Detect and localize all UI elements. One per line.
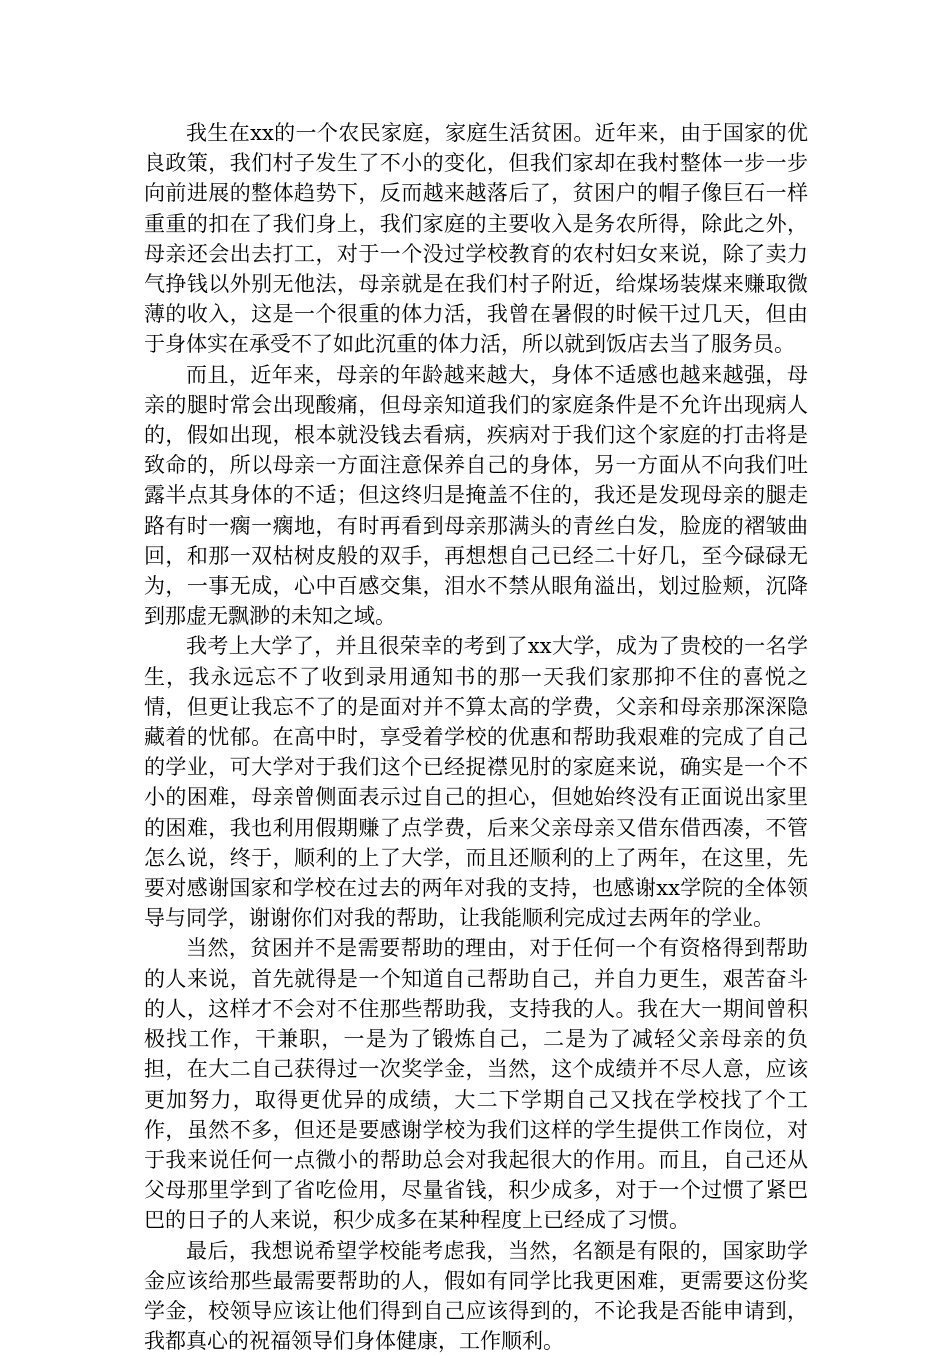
paragraph-mother-health: 而且，近年来，母亲的年龄越来越大，身体不适感也越来越强，母亲的腿时常会出现酸痛，但母亲知道我们的家庭条件是不允许出现病人的，假如出现，根本就没钱去看病，疾病对于我们这个家庭的打击将是致命的，所以母亲一方面注意保养自己的身体，另一方面从不向我们吐露半点其身体的不适；但这终归是掩盖不住的，我还是发现母亲的腿走路有时一瘸一瘸地，有时再看到母亲那满头的青丝白发，脸庞的褶皱曲回，和那一双枯树皮般的双手，再想想自己已经二十好几，至今碌碌无为，一事无成，心中百感交集，泪水不禁从眼角溢出，划过脸颊，沉降到那虚无飘渺的未知之域。 bbox=[144, 362, 808, 629]
paragraph-closing: 最后，我想说希望学校能考虑我，当然，名额是有限的，国家助学金应该给那些最需要帮助的人，假如有同学比我更困难，更需要这份奖学金，校领导应该让他们得到自己应该得到的，不论我是否能申请到，我都真心的祝福领导们身体健康，工作顺利。 bbox=[144, 1238, 808, 1354]
paragraph-university: 我考上大学了，并且很荣幸的考到了xx大学，成为了贵校的一名学生，我永远忘不了收到录用通知书的那一天我们家那抑不住的喜悦之情，但更让我忘不了的是面对并不算太高的学费，父亲和母亲那深深隐藏着的忧郁。在高中时，享受着学校的优惠和帮助我艰难的完成了自己的学业，可大学对于我们这个已经捉襟见肘的家庭来说，确实是一个不小的困难，母亲曾侧面表示过自己的担心，但她始终没有正面说出家里的困难，我也利用假期赚了点学费，后来父亲母亲又借东借西凑，不管怎么说，终于，顺利的上了大学，而且还顺利的上了两年，在这里，先要对感谢国家和学校在过去的两年对我的支持，也感谢xx学院的全体领导与同学，谢谢你们对我的帮助，让我能顺利完成过去两年的学业。 bbox=[144, 634, 808, 931]
document-body bbox=[144, 118, 808, 1356]
paragraph-self-reliance: 当然，贫困并不是需要帮助的理由，对于任何一个有资格得到帮助的人来说，首先就得是一个知道自己帮助自己，并自力更生，艰苦奋斗的人，这样才不会对不住那些帮助我，支持我的人。我在大一期间曾积极找工作，干兼职，一是为了锻炼自己，二是为了减轻父亲母亲的负担，在大二自己获得过一次奖学金，当然，这个成绩并不尽人意，应该更加努力，取得更优异的成绩，大二下学期自己又找在学校找了个工作，虽然不多，但还是要感谢学校为我们这样的学生提供工作岗位，对于我来说任何一点微小的帮助总会对我起很大的作用。而且，自己还从父母那里学到了省吃俭用，尽量省钱，积少成多，对于一个过惯了紧巴巴的日子的人来说，积少成多在某种程度上已经成了习惯。 bbox=[144, 936, 808, 1233]
paragraph-family-background: 我生在xx的一个农民家庭，家庭生活贫困。近年来，由于国家的优良政策，我们村子发生了不小的变化，但我们家却在我村整体一步一步向前进展的整体趋势下，反而越来越落后了，贫困户的帽子像巨石一样重重的扣在了我们身上，我们家庭的主要收入是务农所得，除此之外，母亲还会出去打工，对于一个没过学校教育的农村妇女来说，除了卖力气挣钱以外别无他法，母亲就是在我们村子附近，给煤场装煤来赚取微薄的收入，这是一个很重的体力活，我曾在暑假的时候干过几天，但由于身体实在承受不了如此沉重的体力活，所以就到饭店去当了服务员。 bbox=[144, 121, 808, 357]
